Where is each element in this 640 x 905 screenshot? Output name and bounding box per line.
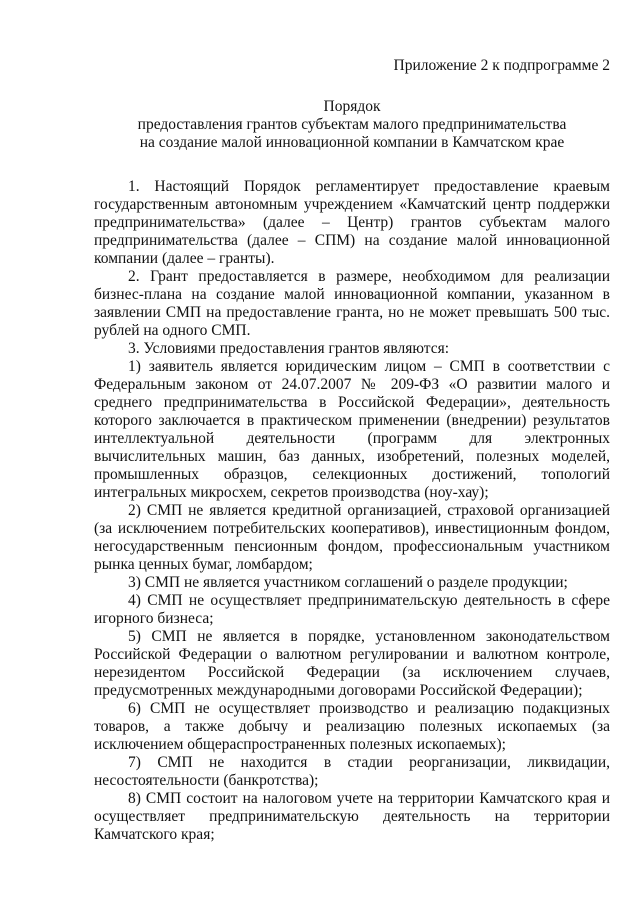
paragraph-2: 2. Грант предоставляется в размере, необходимом для реализации бизнес-плана на создание малой инновационной компании, указанном в заявлении СМП на предоставление гранта, но не может превышать 500 тыс. рублей на одного СМП. [94,268,610,339]
condition-6: 6) СМП не осуществляет производство и реализацию подакцизных товаров, а также добычу и реализацию полезных ископаемых (за исключением общераспространенных полезных ископаемых); [94,700,610,753]
condition-1: 1) заявитель является юридическим лицом – СМП в соответствии с Федеральным законом от 24.07.2007 № 209-ФЗ «О развитии малого и среднего предпринимательства в Российской Федерации», деятельность которого заключается в практическом применении (внедрении) результатов интеллектуальной деятельности (программ для электронных вычислительных машин, баз данных, изобретений, полезных моделей, промышленных образцов, селекционных достижений, топологий интегральных микросхем, секретов производства (ноу-хау); [94,358,610,501]
paragraph-3: 3. Условиями предоставления грантов являются: [128,340,450,357]
condition-8: 8) СМП состоит на налоговом учете на территории Камчатского края и осуществляет предпринимательскую деятельность на территории Камчатского края; [94,790,610,843]
condition-2: 2) СМП не является кредитной организацией, страховой организацией (за исключением потребительских кооперативов), инвестиционным фондом, негосударственным пенсионным фондом, профессиональным участником рынка ценных бумаг, ломбардом; [94,502,610,573]
paragraph-1: 1. Настоящий Порядок регламентирует предоставление краевым государственным автономным учреждением «Камчатский центр поддержки предпринимательства» (далее – Центр) грантов субъектам малого предпринимательства (далее – СПМ) на создание малой инновационной компании (далее – гранты). [94,178,610,267]
document-subtitle-line-1: предоставления грантов субъектам малого предпринимательства [137,116,567,133]
document-title: Порядок [323,98,381,115]
condition-5: 5) СМП не является в порядке, установленном законодательством Российской Федерации о валютном регулировании и валютном контроле, нерезидентом Российской Федерации (за исключением случаев, предусмотренных международными договорами Российской Федерации); [94,628,610,699]
condition-7: 7) СМП не находится в стадии реорганизации, ликвидации, несостоятельности (банкротства); [94,754,610,789]
appendix-label: Приложение 2 к подпрограмме 2 [393,57,610,74]
document-subtitle-line-2: на создание малой инновационной компании в Камчатском крае [139,134,565,151]
condition-3: 3) СМП не является участником соглашений о разделе продукции; [128,574,568,591]
condition-4: 4) СМП не осуществляет предпринимательскую деятельность в сфере игорного бизнеса; [94,592,610,627]
document-body [94,178,610,844]
